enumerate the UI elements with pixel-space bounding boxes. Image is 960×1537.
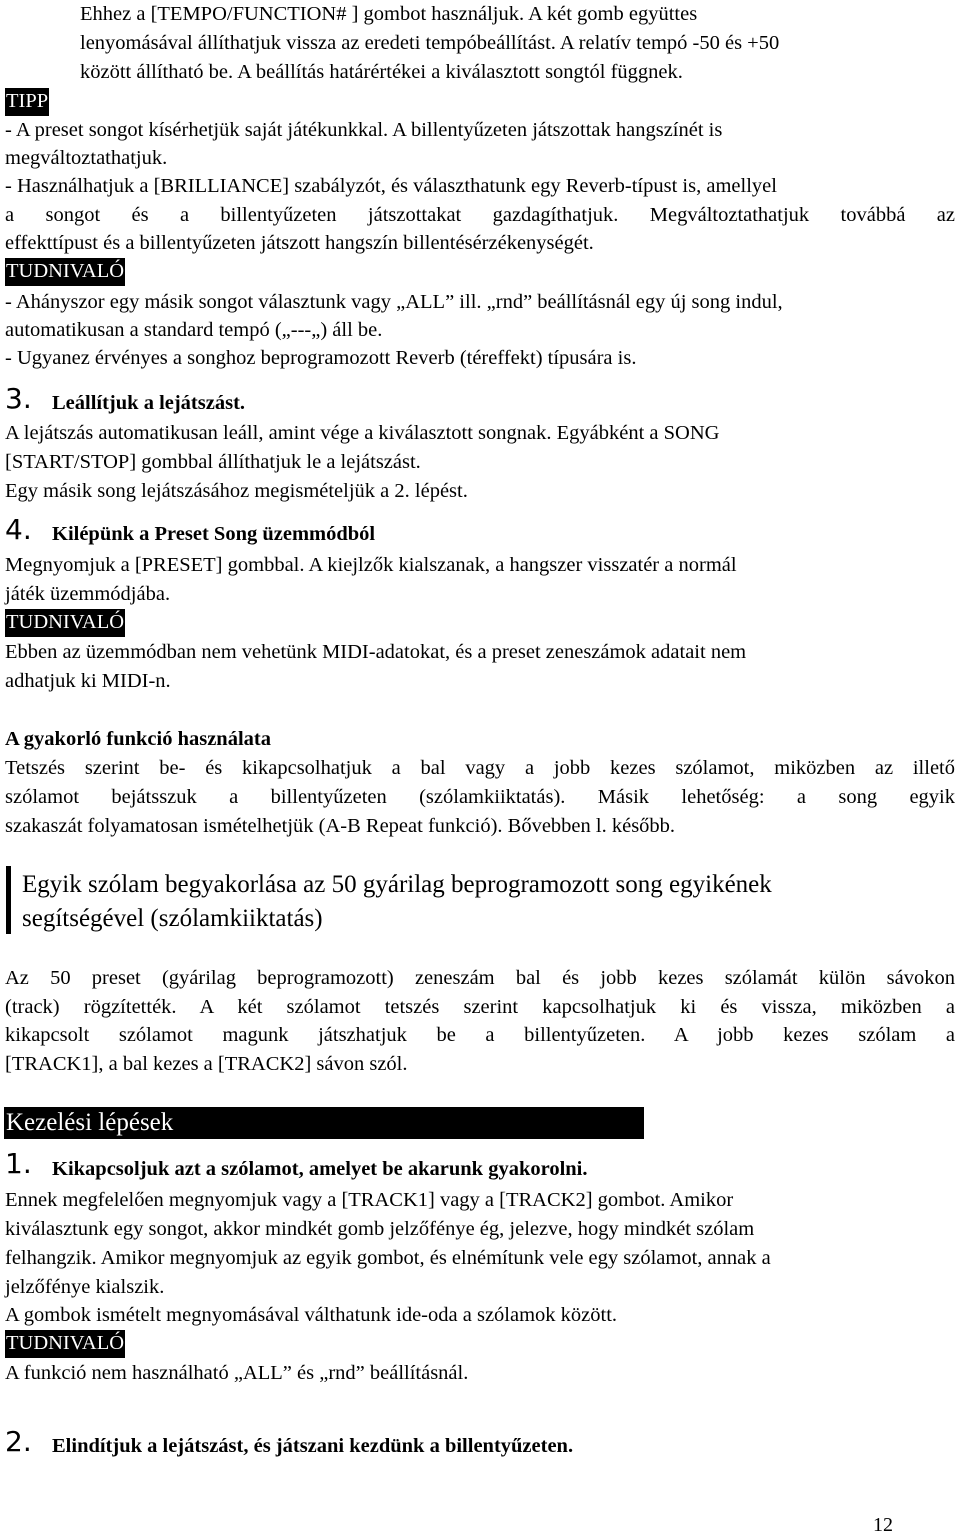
text-line: között állítható be. A beállítás határértékei a kiválasztott songtól függnek. — [80, 61, 683, 83]
text-line: kiválasztunk egy songot, akkor mindkét gomb jelzőfénye ég, jelezve, hogy mindkét szólam — [5, 1218, 755, 1240]
text-line: A gombok ismételt megnyomásával válthatunk ide-oda a szólamok között. — [5, 1304, 618, 1326]
text-line: felhangzik. Amikor megnyomjuk az egyik gombot, és elnémítunk vele egy szólamot, annak a — [5, 1247, 771, 1269]
text-line: A lejátszás automatikusan leáll, amint vége a kiválasztott songnak. Egyábként a SONG — [5, 422, 720, 444]
text-line: effekttípust és a billentyűzeten játszott hangszín billentésérzékenységét. — [5, 232, 594, 254]
text-line: Tetszés szerint be- és kikapcsolhatjuk a bal vagy a jobb kezes szólamot, miközben az illető — [5, 757, 955, 779]
step-number: 3. — [5, 382, 32, 415]
text-line: szakaszát folyamatosan ismételhetjük (A-B Repeat funkció). Bővebben l. később. — [5, 815, 676, 837]
section-marker-bar — [6, 866, 11, 934]
text-line: A funkció nem használható „ALL” és „rnd” beállításnál. — [5, 1362, 469, 1384]
text-line: - Használhatjuk a [BRILLIANCE] szabályzót, és választhatunk egy Reverb-típust is, amellyel — [5, 175, 777, 197]
text-line: Ehhez a [TEMPO/FUNCTION# ] gombot használjuk. A két gomb együttes — [80, 3, 698, 25]
text-line: Ebben az üzemmódban nem vehetünk MIDI-adatokat, és a preset zeneszámok adatait nem — [5, 641, 747, 663]
text-line: Megnyomjuk a [PRESET] gombbal. A kiejlzők kialszanak, a hangszer visszatér a normál — [5, 554, 737, 576]
step-title: Elindítjuk a lejátszást, és játszani kezdünk a billentyűzeten. — [52, 1435, 574, 1457]
note-label: TUDNIVALÓ — [5, 258, 125, 286]
subsection-title: segítségével (szólamkiiktatás) — [22, 905, 323, 932]
text-line: Ennek megfelelően megnyomjuk vagy a [TRACK1] vagy a [TRACK2] gombot. Amikor — [5, 1189, 734, 1211]
page-number: 12 — [873, 1514, 893, 1536]
text-line: szólamot bejátsszuk a billentyűzeten (szólamkiiktatás). Másik lehetőség: a song egyik — [5, 786, 955, 808]
text-line: a songot és a billentyűzeten játszottakat gazdagíthatjuk. Megváltoztathatjuk továbbá az — [5, 204, 955, 226]
text-line: jelzőfénye kialszik. — [5, 1276, 165, 1298]
note-label: TUDNIVALÓ — [5, 609, 125, 637]
step-number: 2. — [5, 1425, 32, 1458]
text-line: megváltoztathatjuk. — [5, 147, 168, 169]
text-line: Egy másik song lejátszásához megismételjük a 2. lépést. — [5, 480, 468, 502]
text-line: [TRACK1], a bal kezes a [TRACK2] sávon szól. — [5, 1053, 408, 1075]
subsection-title: Egyik szólam begyakorlása az 50 gyárilag beprogramozott song egyikének — [22, 871, 772, 898]
text-line: [START/STOP] gombbal állíthatjuk le a lejátszást. — [5, 451, 421, 473]
step-title: Kikapcsoljuk azt a szólamot, amelyet be akarunk gyakorolni. — [52, 1158, 588, 1180]
text-line: Az 50 preset (gyárilag beprogramozott) zeneszám bal és jobb kezes szólamát külön sávokon — [5, 967, 955, 989]
text-line: játék üzemmódjába. — [5, 583, 171, 605]
text-line: kikapcsolt szólamot magunk játszhatjuk be a billentyűzeten. A jobb kezes szólam a — [5, 1024, 955, 1046]
steps-heading-box — [4, 1107, 644, 1139]
steps-heading: Kezelési lépések — [6, 1109, 174, 1136]
text-line: - Ahányszor egy másik songot választunk vagy „ALL” ill. „rnd” beállításnál egy új song indul, — [5, 291, 783, 313]
text-line: automatikusan a standard tempó („---„) áll be. — [5, 319, 383, 341]
step-number: 1. — [5, 1147, 32, 1180]
tip-label: TIPP — [5, 88, 49, 116]
text-line: - Ugyanez érvényes a songhoz beprogramozott Reverb (téreffekt) típusára is. — [5, 347, 637, 369]
step-number: 4. — [5, 513, 32, 546]
step-title: Kilépünk a Preset Song üzemmódból — [52, 523, 376, 545]
text-line: lenyomásával állíthatjuk vissza az eredeti tempóbeállítást. A relatív tempó -50 és +50 — [80, 32, 780, 54]
text-line: - A preset songot kísérhetjük saját játékunkkal. A billentyűzeten játszottak hangszínét is — [5, 119, 723, 141]
note-label: TUDNIVALÓ — [5, 1330, 125, 1358]
step-title: Leállítjuk a lejátszást. — [52, 392, 246, 414]
section-heading: A gyakorló funkció használata — [5, 728, 271, 750]
text-line: (track) rögzítették. A két szólamot tetszés szerint kapcsolhatjuk ki és vissza, miközben a — [5, 996, 955, 1018]
text-line: adhatjuk ki MIDI-n. — [5, 670, 171, 692]
